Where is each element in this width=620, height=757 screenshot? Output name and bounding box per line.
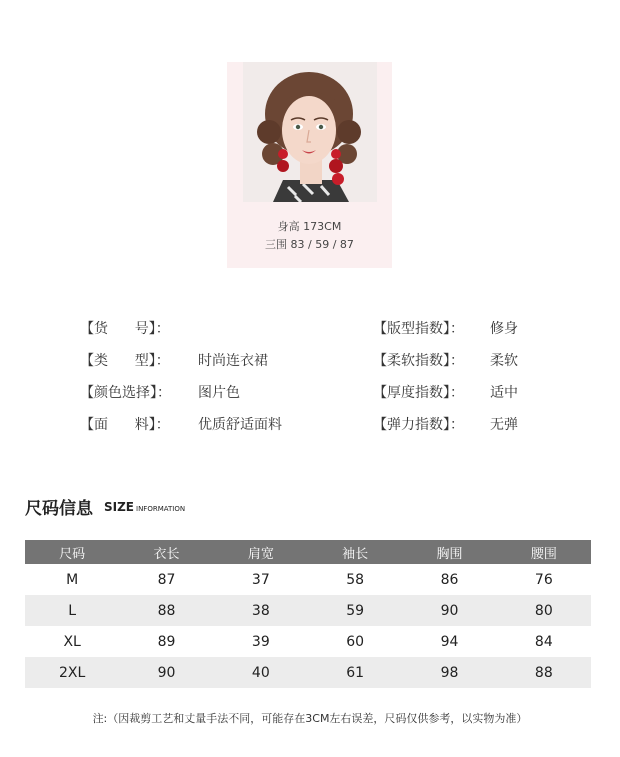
header-shoulder: 肩宽 xyxy=(214,540,308,564)
table-row xyxy=(25,657,591,688)
table-cell: 88 xyxy=(119,595,213,626)
size-section-en-title: SIZE xyxy=(104,500,135,514)
header-waist: 腰围 xyxy=(497,540,591,564)
model-card xyxy=(227,62,392,268)
table-cell: 90 xyxy=(119,657,213,688)
table-cell: 38 xyxy=(214,595,308,626)
model-height: 身高 173CM xyxy=(277,220,342,233)
table-cell: L xyxy=(25,595,119,626)
table-cell: 90 xyxy=(402,595,496,626)
measurement-note: 注:（因裁剪工艺和丈量手法不同，可能存在3CM左右误差，尺码仅供参考，以实物为准） xyxy=(92,712,528,725)
table-cell: 76 xyxy=(534,571,553,588)
table-cell: 60 xyxy=(346,633,365,650)
size-table-header-row xyxy=(25,540,591,564)
table-cell: 89 xyxy=(157,633,176,650)
table-cell: XL xyxy=(63,633,81,650)
table-cell: 37 xyxy=(251,571,270,588)
header-length: 衣长 xyxy=(119,540,213,564)
spec-value-color: 图片色 xyxy=(198,385,240,401)
table-cell: 98 xyxy=(402,657,496,688)
size-section-en-subtitle: INFORMATION xyxy=(136,505,186,513)
spec-value-softness: 柔软 xyxy=(490,353,518,369)
table-cell: 80 xyxy=(497,595,591,626)
table-cell: 94 xyxy=(440,633,459,650)
spec-value-elasticity: 无弹 xyxy=(490,417,518,433)
spec-label-fit: 【版型指数】： xyxy=(373,321,464,337)
table-cell: 39 xyxy=(251,633,270,650)
size-table xyxy=(25,540,591,688)
spec-label-color: 【颜色选择】： xyxy=(80,385,171,401)
spec-label-item-number: 【货 号】： xyxy=(80,321,170,337)
table-cell: 2XL xyxy=(25,657,119,688)
table-cell: 59 xyxy=(308,595,402,626)
spec-label-type: 【类 型】： xyxy=(80,353,170,369)
spec-label-fabric: 【面 料】： xyxy=(80,417,170,433)
table-cell: 40 xyxy=(214,657,308,688)
spec-label-thickness: 【厚度指数】： xyxy=(373,385,464,401)
header-size: 尺码 xyxy=(25,540,119,564)
table-cell: 84 xyxy=(534,633,553,650)
table-cell: 61 xyxy=(308,657,402,688)
spec-value-type: 时尚连衣裙 xyxy=(198,353,268,369)
table-row xyxy=(25,564,591,595)
table-row xyxy=(25,595,591,626)
spec-value-thickness: 适中 xyxy=(490,385,518,401)
model-measurements: 三围 83 / 59 / 87 xyxy=(265,238,354,251)
table-row xyxy=(25,626,591,657)
model-photo xyxy=(243,62,377,202)
spec-label-elasticity: 【弹力指数】： xyxy=(373,417,464,433)
spec-value-fit: 修身 xyxy=(490,321,518,337)
model-portrait-image xyxy=(243,62,377,202)
table-cell: M xyxy=(66,571,79,588)
table-cell: 87 xyxy=(157,571,176,588)
header-bust: 胸围 xyxy=(402,540,496,564)
spec-label-softness: 【柔软指数】： xyxy=(373,353,464,369)
spec-value-fabric: 优质舒适面料 xyxy=(198,417,282,433)
header-sleeve: 袖长 xyxy=(308,540,402,564)
table-cell: 88 xyxy=(497,657,591,688)
size-section-title: 尺码信息 xyxy=(25,499,93,519)
table-cell: 86 xyxy=(440,571,459,588)
table-cell: 58 xyxy=(346,571,365,588)
